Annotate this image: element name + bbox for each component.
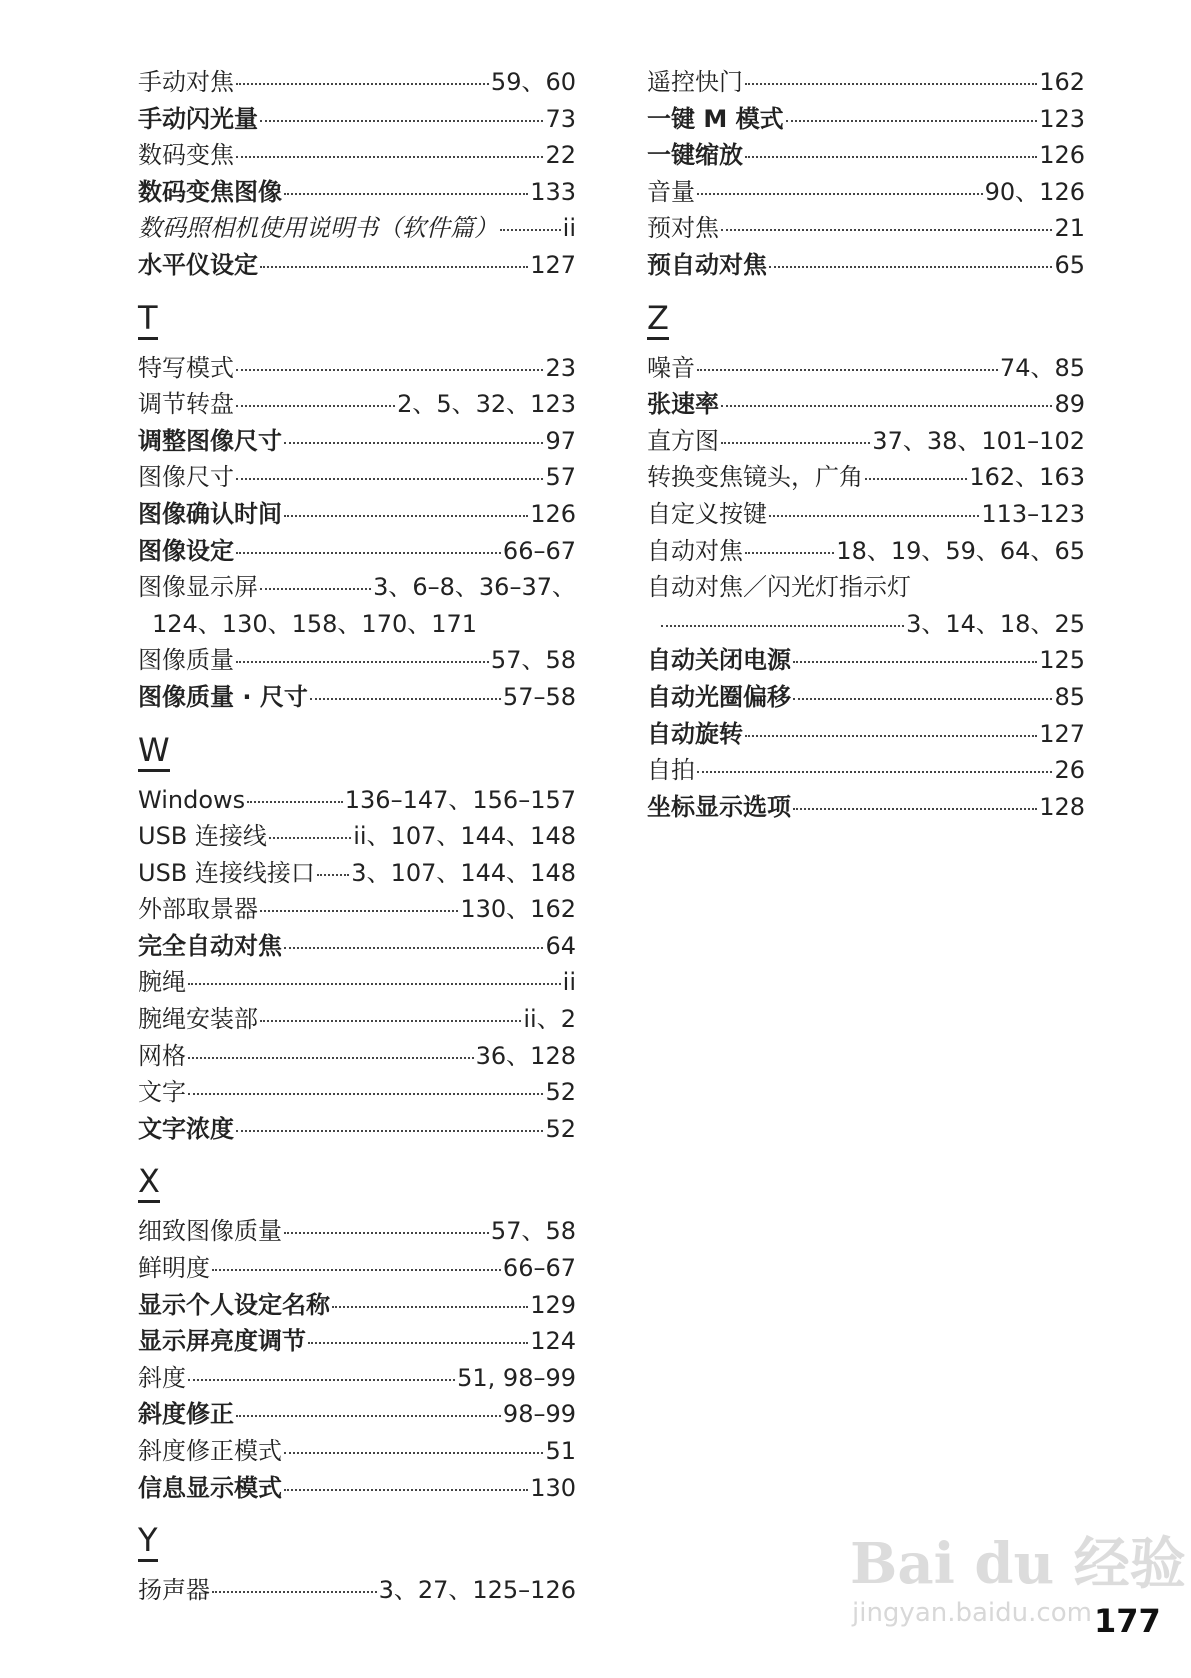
index-entry bbox=[138, 135, 576, 172]
dot-leader bbox=[793, 661, 1037, 663]
dot-leader bbox=[188, 1057, 474, 1059]
index-pages: 64 bbox=[545, 931, 576, 960]
section-heading-z bbox=[647, 288, 1085, 348]
index-entry bbox=[138, 172, 576, 209]
index-entry bbox=[647, 677, 1085, 714]
index-pages: 97 bbox=[545, 426, 576, 455]
index-term: 图像质量 bbox=[138, 646, 234, 675]
index-term: 信息显示模式 bbox=[138, 1473, 282, 1502]
dot-leader bbox=[317, 874, 349, 876]
index-entry bbox=[138, 640, 576, 677]
index-entry bbox=[138, 816, 576, 853]
dot-leader bbox=[236, 369, 543, 371]
index-term: 文字 bbox=[138, 1078, 186, 1107]
index-term: 自定义按键 bbox=[647, 499, 767, 528]
index-entry bbox=[647, 99, 1085, 136]
index-entry bbox=[138, 677, 576, 714]
index-pages: 37、38、101–102 bbox=[872, 426, 1085, 455]
index-pages: 66–67 bbox=[502, 1254, 576, 1283]
dot-leader bbox=[745, 552, 834, 554]
index-pages: 57、58 bbox=[490, 1217, 576, 1246]
section-letter: X bbox=[138, 1162, 160, 1203]
index-entry bbox=[647, 750, 1085, 787]
index-term: 网格 bbox=[138, 1041, 186, 1070]
index-pages: 74、85 bbox=[999, 353, 1085, 382]
dot-leader bbox=[188, 983, 561, 985]
index-pages: 128 bbox=[1039, 792, 1085, 821]
index-term: 调节转盘 bbox=[138, 390, 234, 419]
section-letter: W bbox=[138, 731, 170, 772]
dot-leader bbox=[284, 442, 543, 444]
index-entry bbox=[138, 531, 576, 568]
index-term: 斜度修正模式 bbox=[138, 1437, 282, 1465]
index-entry bbox=[138, 1211, 576, 1248]
index-entry bbox=[138, 494, 576, 531]
index-term: 音量 bbox=[647, 177, 695, 206]
dot-leader bbox=[793, 698, 1052, 700]
index-entry bbox=[138, 208, 576, 245]
dot-leader bbox=[697, 771, 1052, 773]
index-pages: 133 bbox=[530, 177, 576, 206]
index-entry bbox=[647, 135, 1085, 172]
index-term: 自拍 bbox=[647, 756, 695, 785]
index-pages: 3、14、18、25 bbox=[906, 609, 1085, 638]
dot-leader bbox=[284, 1489, 528, 1491]
index-pages: 73 bbox=[545, 104, 576, 133]
index-term: 自动旋转 bbox=[647, 719, 743, 748]
dot-leader bbox=[310, 698, 501, 700]
page-number: 177 bbox=[1094, 1602, 1161, 1640]
index-entry bbox=[647, 62, 1085, 99]
index-term: Windows bbox=[138, 785, 246, 814]
index-term: 一键缩放 bbox=[647, 141, 743, 170]
index-entry bbox=[647, 208, 1085, 245]
index-entry bbox=[647, 531, 1085, 568]
index-pages: 127 bbox=[530, 250, 576, 279]
index-pages: 51 bbox=[545, 1437, 576, 1465]
index-pages: 129 bbox=[530, 1290, 576, 1319]
dot-leader bbox=[697, 369, 998, 371]
index-term: 数码变焦 bbox=[138, 141, 234, 170]
dot-leader bbox=[745, 156, 1037, 158]
index-term: 直方图 bbox=[647, 426, 719, 455]
index-term: 图像确认时间 bbox=[138, 499, 282, 528]
dot-leader bbox=[284, 515, 528, 517]
dot-leader bbox=[236, 478, 543, 480]
index-pages: 23 bbox=[545, 353, 576, 382]
index-pages: 127 bbox=[1039, 719, 1085, 748]
index-pages: 98–99 bbox=[502, 1400, 576, 1429]
baidu-watermark-logo: Bai du 经验 bbox=[850, 1531, 1186, 1597]
index-column-left bbox=[138, 62, 576, 1607]
index-pages: 18、19、59、64、65 bbox=[836, 536, 1085, 565]
dot-leader bbox=[721, 229, 1052, 231]
index-term: 图像显示屏 bbox=[138, 573, 258, 602]
section-letter: Z bbox=[647, 299, 669, 340]
index-pages: 126 bbox=[530, 499, 576, 528]
index-pages: 130 bbox=[530, 1473, 576, 1502]
dot-leader bbox=[745, 83, 1037, 85]
index-pages: 123 bbox=[1039, 104, 1085, 133]
index-entry bbox=[138, 999, 576, 1036]
index-entry bbox=[138, 1394, 576, 1431]
index-term: 图像设定 bbox=[138, 536, 234, 565]
index-pages: 65 bbox=[1054, 250, 1085, 279]
index-pages: 162 bbox=[1039, 68, 1085, 96]
index-term: 数码照相机使用说明书（软件篇） bbox=[138, 214, 498, 243]
dot-leader bbox=[260, 120, 543, 122]
index-pages: 36、128 bbox=[475, 1041, 576, 1070]
index-pages: 2、5、32、123 bbox=[397, 390, 576, 419]
dot-leader bbox=[721, 405, 1052, 407]
index-pages: 85 bbox=[1054, 682, 1085, 711]
dot-leader bbox=[188, 1093, 543, 1095]
dot-leader bbox=[236, 405, 395, 407]
dot-leader bbox=[188, 1379, 455, 1381]
dot-leader bbox=[236, 552, 501, 554]
index-entry bbox=[647, 494, 1085, 531]
section-heading-t bbox=[138, 288, 576, 348]
index-pages: 3、6–8、36–37、 bbox=[373, 573, 576, 602]
index-entry bbox=[647, 245, 1085, 282]
dot-leader bbox=[260, 588, 371, 590]
index-pages: 3、27、125–126 bbox=[378, 1576, 576, 1605]
index-term: 腕绳安装部 bbox=[138, 1005, 258, 1034]
index-entry bbox=[647, 421, 1085, 458]
index-term: 图像尺寸 bbox=[138, 463, 234, 492]
index-term: 完全自动对焦 bbox=[138, 931, 282, 960]
index-entry bbox=[138, 853, 576, 890]
index-term: 特写模式 bbox=[138, 353, 234, 382]
index-entry bbox=[138, 421, 576, 458]
index-entry bbox=[647, 384, 1085, 421]
dot-leader bbox=[284, 1452, 543, 1454]
index-entry bbox=[138, 62, 576, 99]
dot-leader bbox=[721, 442, 870, 444]
index-entry bbox=[138, 384, 576, 421]
index-entry bbox=[138, 1109, 576, 1146]
dot-leader bbox=[247, 801, 343, 803]
index-pages: 57、58 bbox=[490, 646, 576, 675]
index-entry bbox=[138, 457, 576, 494]
index-term: 自动关闭电源 bbox=[647, 646, 791, 675]
index-term: 鲜明度 bbox=[138, 1254, 210, 1283]
index-column-right bbox=[647, 62, 1085, 823]
index-entry bbox=[647, 640, 1085, 677]
index-pages: 52 bbox=[545, 1114, 576, 1143]
index-entry-continuation bbox=[647, 604, 1085, 641]
dot-leader bbox=[260, 266, 528, 268]
index-entry bbox=[138, 1036, 576, 1073]
dot-leader bbox=[236, 83, 489, 85]
index-term: 噪音 bbox=[647, 353, 695, 382]
index-entry bbox=[138, 1431, 576, 1468]
dot-leader bbox=[260, 1020, 521, 1022]
dot-leader bbox=[284, 947, 543, 949]
index-term: 外部取景器 bbox=[138, 895, 258, 924]
index-pages: 124 bbox=[530, 1327, 576, 1356]
index-entry bbox=[138, 780, 576, 817]
index-term: 坐标显示选项 bbox=[647, 792, 791, 821]
index-pages: 113–123 bbox=[981, 499, 1085, 528]
dot-leader bbox=[661, 625, 904, 627]
index-pages: ii bbox=[562, 214, 576, 243]
index-term: 腕绳 bbox=[138, 968, 186, 997]
index-pages: 59、60 bbox=[490, 68, 576, 96]
index-pages: 130、162 bbox=[460, 895, 576, 924]
index-pages: 90、126 bbox=[984, 177, 1085, 206]
index-entry bbox=[647, 714, 1085, 751]
section-heading-x bbox=[138, 1151, 576, 1211]
index-term: 斜度修正 bbox=[138, 1400, 234, 1429]
index-pages: 52 bbox=[545, 1078, 576, 1107]
dot-leader bbox=[769, 266, 1052, 268]
dot-leader bbox=[332, 1306, 528, 1308]
dot-leader bbox=[500, 229, 561, 231]
dot-leader bbox=[284, 193, 528, 195]
index-entry bbox=[647, 172, 1085, 209]
index-pages: 21 bbox=[1054, 214, 1085, 243]
dot-leader bbox=[865, 478, 967, 480]
dot-leader bbox=[236, 156, 543, 158]
index-term: 显示屏亮度调节 bbox=[138, 1327, 306, 1356]
index-entry bbox=[647, 787, 1085, 824]
dot-leader bbox=[269, 837, 351, 839]
index-entry bbox=[138, 1570, 576, 1607]
section-letter: Y bbox=[138, 1521, 158, 1562]
dot-leader bbox=[769, 515, 979, 517]
index-term: USB 连接线 bbox=[138, 822, 267, 851]
section-heading-w bbox=[138, 720, 576, 780]
index-term: 自动对焦 bbox=[647, 536, 743, 565]
index-term: 自动光圈偏移 bbox=[647, 682, 791, 711]
dot-leader bbox=[697, 193, 983, 195]
dot-leader bbox=[260, 910, 458, 912]
index-term: 手动闪光量 bbox=[138, 104, 258, 133]
index-entry bbox=[138, 1358, 576, 1395]
index-pages: 51, 98–99 bbox=[457, 1363, 576, 1392]
index-term: 斜度 bbox=[138, 1363, 186, 1392]
index-term: 张速率 bbox=[647, 390, 719, 419]
dot-leader bbox=[793, 808, 1037, 810]
dot-leader bbox=[745, 735, 1037, 737]
section-letter: T bbox=[138, 299, 158, 340]
index-pages: ii bbox=[562, 968, 576, 997]
index-entry-continuation bbox=[138, 604, 576, 641]
index-pages: 89 bbox=[1054, 390, 1085, 419]
index-entry bbox=[138, 889, 576, 926]
index-term: 水平仪设定 bbox=[138, 250, 258, 279]
index-term: 转换变焦镜头，广角 bbox=[647, 463, 863, 492]
index-entry bbox=[138, 1285, 576, 1322]
index-pages: 22 bbox=[545, 141, 576, 170]
dot-leader bbox=[236, 1415, 501, 1417]
index-pages: 26 bbox=[1054, 756, 1085, 785]
index-entry bbox=[138, 962, 576, 999]
dot-leader bbox=[236, 661, 489, 663]
index-entry bbox=[647, 457, 1085, 494]
index-entry bbox=[138, 567, 576, 604]
index-term: 图像质量 · 尺寸 bbox=[138, 682, 308, 711]
index-pages: 57–58 bbox=[502, 682, 576, 711]
index-entry bbox=[647, 567, 1085, 604]
index-pages: 57 bbox=[545, 463, 576, 492]
index-entry bbox=[138, 1468, 576, 1505]
index-term: 显示个人设定名称 bbox=[138, 1290, 330, 1319]
index-term: 扬声器 bbox=[138, 1576, 210, 1605]
index-pages: 126 bbox=[1039, 141, 1085, 170]
index-pages: 3、107、144、148 bbox=[351, 858, 576, 887]
index-term: 一键 M 模式 bbox=[647, 104, 784, 133]
index-term: 调整图像尺寸 bbox=[138, 426, 282, 455]
index-entry bbox=[138, 99, 576, 136]
dot-leader bbox=[308, 1342, 528, 1344]
index-entry bbox=[138, 348, 576, 385]
dot-leader bbox=[284, 1232, 489, 1234]
dot-leader bbox=[236, 1130, 543, 1132]
baidu-watermark-url: jingyan.baidu.com bbox=[852, 1598, 1092, 1628]
index-term: 文字浓度 bbox=[138, 1114, 234, 1143]
index-pages: ii、107、144、148 bbox=[353, 822, 576, 851]
index-entry bbox=[138, 245, 576, 282]
index-pages: 66–67 bbox=[502, 536, 576, 565]
dot-leader bbox=[212, 1591, 377, 1593]
index-term: 手动对焦 bbox=[138, 68, 234, 96]
index-entry bbox=[138, 1321, 576, 1358]
index-entry bbox=[138, 1248, 576, 1285]
index-pages: 124、130、158、170、171 bbox=[152, 609, 478, 638]
dot-leader bbox=[786, 120, 1038, 122]
index-term: 数码变焦图像 bbox=[138, 177, 282, 206]
index-pages: 162、163 bbox=[969, 463, 1085, 492]
index-entry bbox=[138, 926, 576, 963]
index-term: 自动对焦／闪光灯指示灯 bbox=[647, 573, 911, 602]
index-term: 遥控快门 bbox=[647, 68, 743, 96]
index-term: USB 连接线接口 bbox=[138, 858, 315, 887]
dot-leader bbox=[212, 1269, 501, 1271]
index-pages: ii、2 bbox=[523, 1005, 576, 1034]
index-term: 细致图像质量 bbox=[138, 1217, 282, 1246]
index-term: 预对焦 bbox=[647, 214, 719, 243]
index-entry bbox=[647, 348, 1085, 385]
index-pages: 136–147、156–157 bbox=[344, 785, 576, 814]
index-entry bbox=[138, 1072, 576, 1109]
section-heading-y bbox=[138, 1510, 576, 1570]
index-pages: 125 bbox=[1039, 646, 1085, 675]
index-term: 预自动对焦 bbox=[647, 250, 767, 279]
